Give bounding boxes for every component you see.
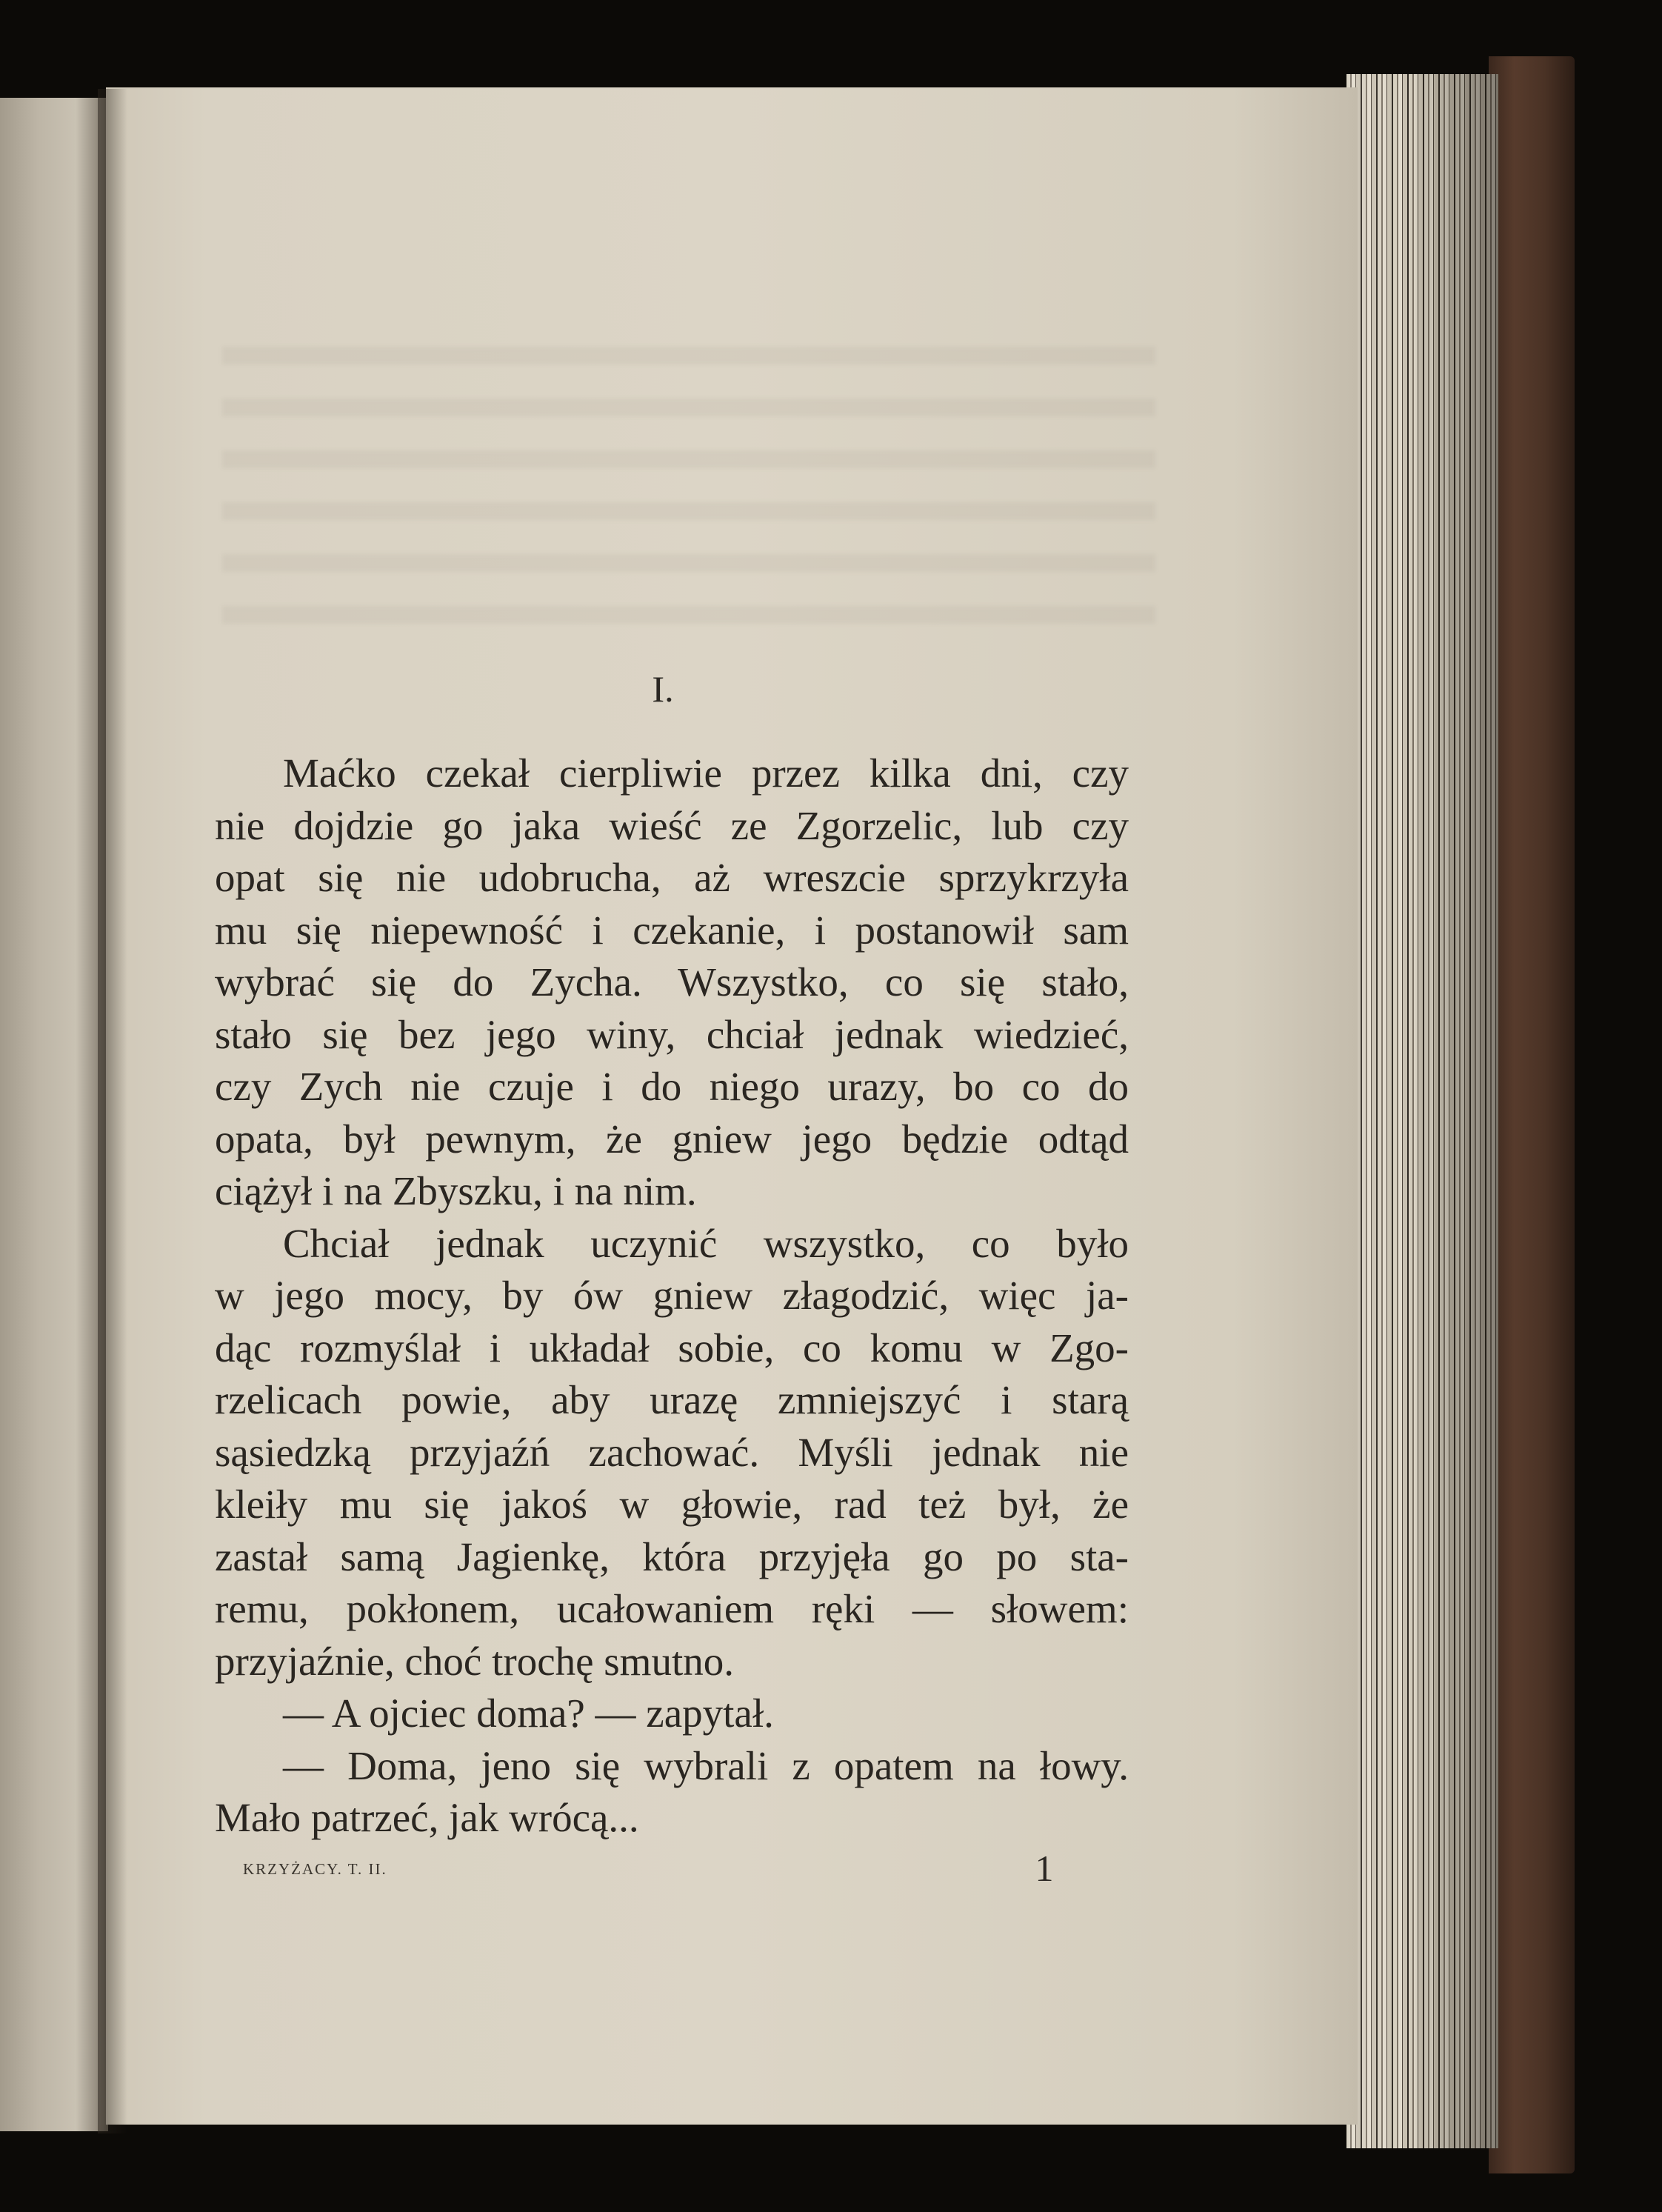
text-line: stało się bez jego winy, chciał jednak wiedzieć, xyxy=(215,1011,1129,1057)
paragraph xyxy=(215,1218,1129,1688)
book-cover xyxy=(1489,56,1575,2173)
paragraph-dialogue xyxy=(215,1688,1129,1740)
text-line: remu, pokłonem, ucałowaniem ręki — słowem: xyxy=(215,1586,1129,1631)
text-line: przyjaźnie, choć trochę smutno. xyxy=(215,1638,734,1684)
text-line: Chciał jednak uczynić wszystko, co było xyxy=(283,1220,1129,1266)
text-line: opata, był pewnym, że gniew jego będzie odtąd xyxy=(215,1116,1129,1162)
page-stack-edges xyxy=(1346,74,1498,2148)
text-line: nie dojdzie go jaka wieść ze Zgorzelic, lub czy xyxy=(215,802,1129,848)
paragraph xyxy=(215,747,1129,1218)
facing-page-edge xyxy=(0,98,108,2131)
text-line: czy Zych nie czuje i do niego urazy, bo co do xyxy=(215,1064,1129,1109)
text-line: sąsiedzką przyjaźń zachować. Myśli jednak nie xyxy=(215,1429,1129,1475)
text-line: Mało patrzeć, jak wrócą... xyxy=(215,1795,639,1840)
spine-shadow xyxy=(98,89,127,2133)
text-line: dąc rozmyślał i układał sobie, co komu w Zgo- xyxy=(215,1325,1129,1370)
text-line: opat się nie udobrucha, aż wreszcie sprzykrzyła xyxy=(215,855,1129,900)
page-number: 1 xyxy=(1035,1848,1054,1889)
chapter-heading: I. xyxy=(652,668,674,710)
text-line: rzelicach powie, aby urazę zmniejszyć i starą xyxy=(215,1377,1129,1422)
show-through-ink xyxy=(222,319,1155,630)
text-line: w jego mocy, by ów gniew złagodzić, więc ja- xyxy=(215,1273,1129,1318)
body-text xyxy=(215,747,1129,1845)
signature-mark: KRZYŻACY. T. II. xyxy=(243,1860,387,1878)
text-line: zastał samą Jagienkę, która przyjęła go po sta- xyxy=(215,1533,1129,1579)
text-line: — Doma, jeno się wybrali z opatem na łowy. xyxy=(283,1742,1129,1788)
text-line: — A ojciec doma? — zapytał. xyxy=(283,1690,774,1736)
text-line: Maćko czekał cierpliwie przez kilka dni, czy xyxy=(283,750,1129,796)
text-line: mu się niepewność i czekanie, i postanowił sam xyxy=(215,907,1129,953)
text-line: kleiły mu się jakoś w głowie, rad też był, że xyxy=(215,1482,1129,1527)
paragraph-dialogue xyxy=(215,1740,1129,1845)
text-line: ciążył i na Zbyszku, i na nim. xyxy=(215,1168,697,1213)
text-line: wybrać się do Zycha. Wszystko, co się stało, xyxy=(215,959,1129,1005)
